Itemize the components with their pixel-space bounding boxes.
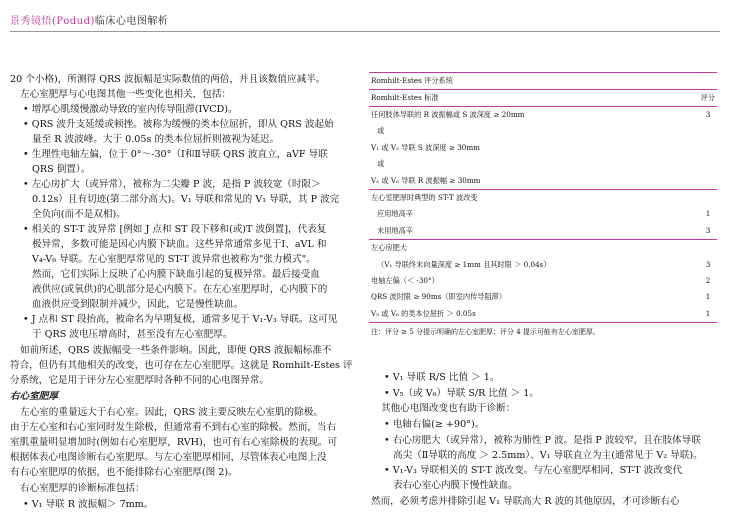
bullet-cont: 高尖（Ⅱ导联的高度 ＞ 2.5mm）、V₁ 导联直立为主(通常见于 V₂ 导联)。: [393, 450, 703, 461]
bullet-cont: 于 QRS 波电压增高时，甚至没有左心室肥厚。: [32, 329, 233, 340]
bullet-cont: 全负向(而不是双相)。: [32, 209, 126, 220]
bullet-item: • 生理性电轴左偏，位于 0°～-30°（Ⅰ和Ⅱ导联 QRS 波直立，aVF 导联: [18, 147, 328, 162]
table-row: [369, 123, 717, 139]
cell-score: 1: [705, 292, 711, 302]
cell-text: 电轴左偏（＜ -30°）: [371, 275, 439, 285]
cell-score: 3: [705, 225, 711, 235]
table-row: [369, 223, 717, 239]
running-header: [10, 12, 168, 27]
table-row: [369, 239, 717, 256]
bullet-item: • V₅（或 V₆）导联 S/R 比值 ＞ 1。: [379, 386, 539, 401]
cell-text: V₅ 或 V₆ 导联 R 波振幅 ≥ 30mm: [371, 175, 481, 185]
cell-score: [701, 140, 715, 156]
section-heading: 右心室肥厚: [10, 391, 58, 402]
table-row: [369, 140, 717, 156]
cell-text: 任何肢体导联的 R 波振幅或 S 波深度 ≥ 20mm: [371, 110, 525, 119]
bullet-item: • V₁-V₃ 导联相关的 ST-T 波改变。与左心室肥厚相同，ST-T 波改变代: [379, 463, 682, 478]
paragraph: 分系统，它是用于评分左心室肥厚时各种不同的心电图异常。: [10, 375, 270, 386]
cell-score: [701, 156, 715, 172]
bullet-cont: 极异常，多数可能是因心内膜下缺血。这些异常通常多见于Ⅰ、aVL 和: [32, 239, 327, 250]
table-col-criteria: Romhilt-Estes 标准: [371, 93, 439, 102]
paragraph: 左心室的重量远大于右心室。因此，QRS 波主要反映左心室肌的除极。: [20, 407, 323, 418]
bullet-item: • 增厚心肌缓慢激动导致的室内传导阻滞(IVCD)。: [18, 102, 238, 117]
bullet-cont: 量至 R 波波峰。大于 0.05s 的类本位屈折则被视为延迟。: [32, 134, 280, 145]
cell-score: [701, 240, 715, 256]
bullet-cont: V₄-V₆ 导联。左心室肥厚常见的 ST-T 波异常也被称为"张力模式"。: [32, 254, 316, 265]
cell-score: 3: [705, 110, 711, 119]
paragraph: 然而，必须考虑并排除引起 V₁ 导联高大 R 波的其他原因，才可诊断右心: [371, 496, 680, 507]
bullet-item: • QRS 波升支延缓或顿挫。被称为缓慢的类本位屈折，即从 QRS 波起始: [18, 117, 334, 132]
paragraph: 根据体表心电图诊断右心室肥厚。与左心室肥厚相同，尽管体表心电图上没: [10, 452, 327, 463]
paragraph: 由于左心室和右心室同时发生除极，但通常看不到右心室的除极。然而，当右: [10, 422, 337, 433]
paragraph: 室肌重量明显增加时(例如右心室肥厚，RVH)，也可有右心室除极的表现。可: [10, 437, 338, 448]
table-col-score: 评分: [700, 93, 715, 102]
cell-score: [701, 190, 715, 206]
table-row: [369, 257, 717, 273]
cell-text: （V₁ 导联终末向量深度 ≥ 1mm 且其时限 ＞ 0.04s）: [377, 259, 551, 269]
cell-text: 应用地高辛: [377, 209, 413, 219]
header-title: 临床心电图解析: [94, 16, 169, 27]
bullet-item: • 左心房扩大（或异常），被称为二尖瓣 P 波，是指 P 波较宽（时限＞: [18, 177, 321, 192]
cell-text: V₅ 或 V₆ 的类本位屈折 ＞ 0.05s: [371, 308, 476, 318]
cell-text: V₁ 或 V₂ 导联 S 波深度 ≥ 30mm: [371, 142, 480, 152]
table-row: [369, 273, 717, 289]
bullet-item: • 电轴右偏(≥ +90°)。: [379, 417, 484, 432]
cell-text: 或: [377, 126, 385, 136]
bullet-cont: 0.12s）且有切迹(第二部分高大)。V₁ 导联和常见的 V₁ 导联，其 P 波完: [32, 194, 340, 205]
header-brand: 景秀镜悟(Podud): [10, 16, 95, 27]
table-header: [369, 90, 717, 107]
bullet-item: • J 点和 ST 段抬高，被命名为早期复极，通常多见于 V₁-V₃ 导联。这可见: [18, 312, 337, 327]
cell-score: 1: [705, 209, 711, 219]
header-rule: [10, 31, 720, 32]
cell-score: 3: [705, 259, 711, 269]
table-row: [369, 107, 717, 123]
paragraph: 符合，但仍有其他相关的改变，也可存在左心室肥厚。这就是 Romhilt-Estes 评: [10, 360, 353, 371]
cell-score: 1: [705, 308, 711, 318]
paragraph: 右心室肥厚的诊断标准包括：: [20, 483, 145, 494]
bullet-cont: 血液供应受到限制并减少，因此，它是慢性缺血。: [32, 299, 244, 310]
cell-score: [701, 173, 715, 189]
cell-score: [701, 123, 715, 139]
cell-text: QRS 波时限 ≥ 90ms（即室内传导阻滞）: [371, 292, 507, 302]
table-row: [369, 289, 717, 305]
paragraph: 其他心电图改变也有助于诊断：: [381, 403, 516, 414]
table-title: Romhilt-Estes 评分系统: [369, 72, 717, 90]
bullet-item: • V₁ 导联 R/S 比值 ＞ 1。: [379, 370, 499, 385]
cell-text: 左心房肥大: [371, 243, 407, 253]
bullet-item: • 相关的 ST-T 波异常 [例如 J 点和 ST 段下移和(或)T 波倒置]，代表复: [18, 222, 326, 237]
bullet-cont: 表右心室心内膜下慢性缺血。: [393, 480, 518, 491]
bullet-cont: 然而，它们实际上反映了心内膜下缺血引起的复极异常。最后接受血: [32, 269, 320, 280]
bullet-cont: QRS 倒置）。: [32, 164, 91, 175]
paragraph: 有右心室肥厚的依据，也不能排除右心室肥厚(图 2)。: [10, 467, 238, 478]
bullet-item: • V₁ 导联 R 波振幅＞ 7mm。: [18, 497, 153, 512]
bullet-cont: 液供应(或氧供)的心肌部分是心内膜下。在左心室肥厚时，心内膜下的: [32, 284, 328, 295]
paragraph: 左心室肥厚与心电图其他一些变化也相关，包括：: [20, 89, 232, 100]
romhilt-estes-table: [369, 72, 717, 341]
cell-score: 2: [705, 275, 711, 285]
paragraph: 20 个小格)，所测得 QRS 波振幅是实际数值的两倍，并且该数值应减半。: [10, 74, 326, 85]
table-row: [369, 189, 717, 206]
table-note: 注：评分 ≥ 5 分提示明确的左心室肥厚；评分 4 提示可能有左心室肥厚。: [369, 322, 717, 341]
cell-text: 左心室肥厚时典型的 ST-T 波改变: [371, 192, 478, 202]
table-row: [369, 156, 717, 172]
cell-text: 未用地高辛: [377, 225, 413, 235]
bullet-item: • 右心房肥大（或异常），被称为肺性 P 波。是指 P 波较窄，且在肢体导联: [379, 433, 701, 448]
table-row: [369, 173, 717, 189]
table-row: [369, 206, 717, 222]
table-row: [369, 306, 717, 322]
paragraph: 如前所述，QRS 波振幅受一些条件影响。因此，即便 QRS 波振幅标准不: [20, 345, 332, 356]
cell-text: 或: [377, 159, 385, 169]
